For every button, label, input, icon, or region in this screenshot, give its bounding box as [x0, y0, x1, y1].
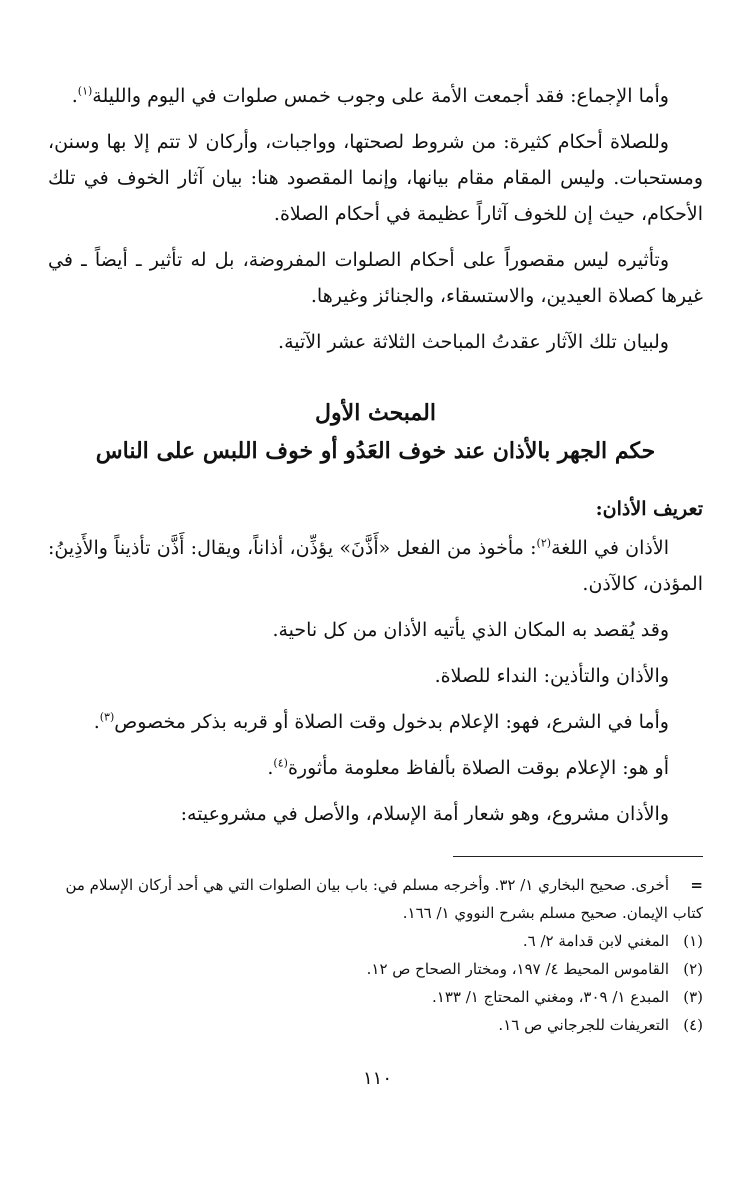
paragraph-linguistic-definition: الأذان في اللغة$^{(٢)}$: مأخوذ من الفعل «أَذَّنَ» يؤذِّن، أذاناً، ويقال: أَذَّن تأذيناً والأَذِينُ: المؤذن، كالآذن. — [48, 536, 703, 595]
document-page — [48, 78, 703, 1039]
paragraph-legitimacy: والأذان مشروع، وهو شعار أمة الإسلام، والأصل في مشروعيته: — [180, 803, 669, 825]
footnote-continuation-mark: = — [690, 876, 703, 894]
footnote-number: (٤) — [683, 1016, 703, 1034]
paragraph-consensus-text: وأما الإجماع: فقد أجمعت الأمة على وجوب خمس صلوات في اليوم والليلة — [92, 85, 669, 107]
footnote-item — [48, 955, 703, 983]
footnote-text: القاموس المحيط ٤/ ١٩٧، ومختار الصحاح ص ١٢. — [366, 960, 669, 978]
section-title: المبحث الأول — [315, 400, 436, 426]
paragraph-call-to-prayer: والأذان والتأذين: النداء للصلاة. — [434, 665, 669, 687]
footnote-number: (٢) — [683, 960, 703, 978]
paragraph-prayer-rulings: وللصلاة أحكام كثيرة: من شروط لصحتها، وواجبات، وأركان لا تتم إلا بها وسنن، ومستحبات. وليس المقام مقام بيانها، وإنما المقصود هنا: بيان آثار الخوف في تلك الأحكام، حيث إن للخوف آثاراً عظيمة في أحكام الصلاة. — [48, 131, 703, 225]
footnote-item — [48, 927, 703, 955]
footnote-continuation: =أخرى. صحيح البخاري ١/ ٣٢. وأخرجه مسلم في: باب بيان الصلوات التي هي أحد أركان الإسلام من كتاب الإيمان. صحيح مسلم بشرح النووي ١/ ١٦٦. — [48, 871, 703, 927]
footnote-ref-3[interactable]: (٣) — [99, 710, 115, 724]
paragraph-topics-intro: ولبيان تلك الآثار عقدتُ المباحث الثلاثة عشر الآتية. — [278, 331, 669, 353]
footnote-ref-2[interactable]: (٢) — [536, 536, 552, 550]
paragraph-place-meaning: وقد يُقصد به المكان الذي يأتيه الأذان من كل ناحية. — [272, 619, 669, 641]
footnote-number: (١) — [683, 932, 703, 950]
paragraph-consensus: وأما الإجماع: فقد أجمعت الأمة على وجوب خمس صلوات في اليوم والليلة$^{(١)}$. — [71, 84, 669, 107]
paragraph-legal-definition: وأما في الشرع، فهو: الإعلام بدخول وقت الصلاة أو قربه بذكر مخصوص$^{(٣)}$. — [93, 710, 669, 733]
footnotes — [48, 871, 703, 1039]
footnote-separator — [453, 856, 703, 857]
footnote-number: (٣) — [683, 988, 703, 1006]
footnote-text: المغني لابن قدامة ٢/ ٦. — [522, 932, 669, 950]
definition-heading: تعريف الأذان: — [595, 498, 703, 520]
footnote-text: المبدع ١/ ٣٠٩، ومغني المحتاج ١/ ١٣٣. — [432, 988, 669, 1006]
footnote-item — [48, 1011, 703, 1039]
page-number: ١١٠ — [362, 1068, 392, 1089]
footnote-item — [48, 983, 703, 1011]
footnote-ref-1[interactable]: (١) — [77, 84, 93, 98]
footnote-text: التعريفات للجرجاني ص ١٦. — [498, 1016, 669, 1034]
section-subtitle: حكم الجهر بالأذان عند خوف العَدُو أو خوف اللبس على الناس — [95, 438, 656, 464]
paragraph-fear-effect: وتأثيره ليس مقصوراً على أحكام الصلوات المفروضة، بل له تأثير ـ أيضاً ـ في غيرها كصلاة العيدين، والاستسقاء، والجنائز وغيرها. — [48, 249, 703, 307]
footnote-ref-4[interactable]: (٤) — [273, 756, 288, 770]
footnote-separator-wrap — [48, 842, 703, 871]
paragraph-alt-definition: أو هو: الإعلام بوقت الصلاة بألفاظ معلومة مأثورة$^{(٤)}$. — [267, 756, 669, 779]
